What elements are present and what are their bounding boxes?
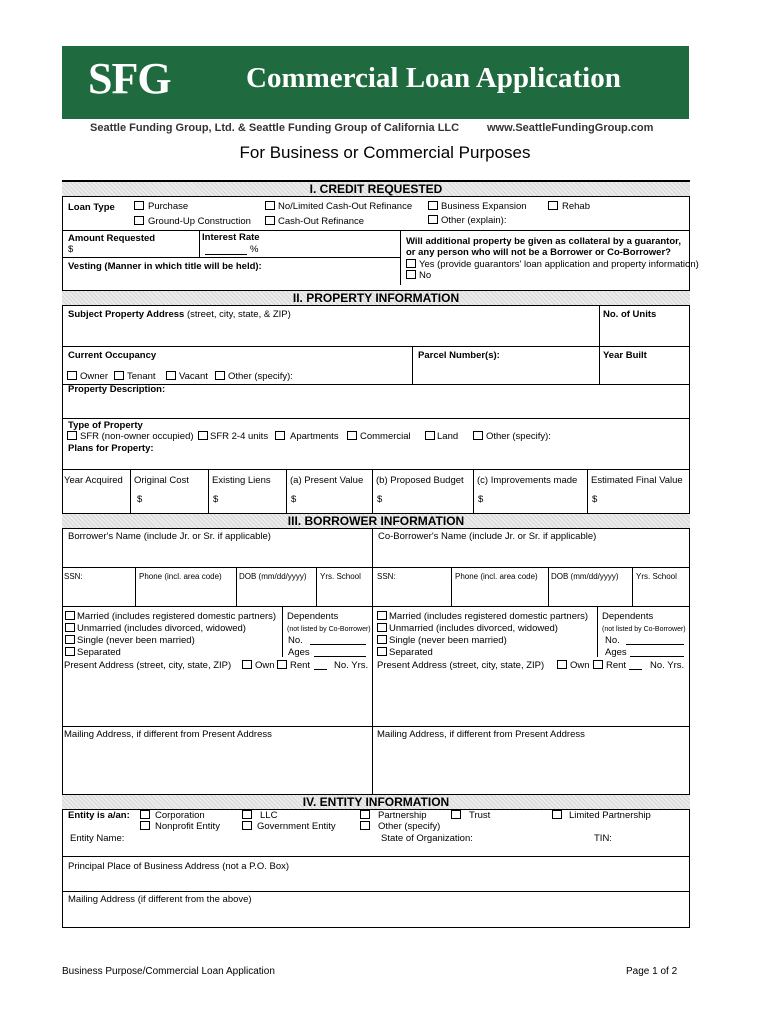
borrower-mailing-label: Mailing Address, if different from Present Address [64, 729, 272, 740]
tin-label: TIN: [594, 833, 612, 844]
entity-partnership-label: Partnership [378, 810, 427, 821]
coborrower-present-address-label: Present Address (street, city, state, ZIP) [377, 660, 545, 671]
col-improvements: (c) Improvements made [477, 475, 578, 486]
footer-form-name: Business Purpose/Commercial Loan Application [62, 966, 275, 977]
company-line: Seattle Funding Group, Ltd. & Seattle Funding Group of California LLC [90, 122, 460, 134]
borrower-dependents-no-label: No. [288, 635, 303, 646]
entity-name-label: Entity Name: [70, 833, 125, 844]
present-value-dollar: $ [291, 494, 297, 505]
occupancy-owner-label: Owner [80, 371, 108, 382]
borrower-phone-label: Phone (incl. area code) [139, 572, 222, 581]
collateral-no-label: No [419, 270, 432, 281]
borrower-unmarried-checkbox[interactable] [65, 623, 75, 632]
entity-nonprofit-checkbox[interactable] [140, 821, 150, 830]
borrower-unmarried-label: Unmarried (includes divorced, widowed) [77, 623, 246, 634]
percent-sign: % [250, 244, 259, 255]
ground-up-checkbox[interactable] [134, 216, 144, 225]
borrower-ages-input[interactable] [314, 656, 366, 657]
type-other-label: Other (specify): [486, 431, 551, 442]
borrower-dependents-no-input[interactable] [310, 644, 366, 645]
coborrower-own-checkbox[interactable] [557, 660, 567, 669]
borrower-single-label: Single (never been married) [77, 635, 195, 646]
coborrower-dependents-no-label: No. [605, 635, 620, 646]
units-label: No. of Units [603, 309, 657, 320]
borrower-rent-checkbox[interactable] [277, 660, 287, 669]
no-limited-cashout-checkbox[interactable] [265, 201, 275, 210]
coborrower-ages-label: Ages [605, 647, 627, 658]
borrower-separated-label: Separated [77, 647, 121, 658]
coborrower-separated-label: Separated [389, 647, 433, 658]
borrower-separated-checkbox[interactable] [65, 647, 75, 656]
type-sfr-non-owner-label: SFR (non-owner occupied) [80, 431, 194, 442]
col-proposed-budget: (b) Proposed Budget [376, 475, 464, 486]
entity-other-checkbox[interactable] [360, 821, 370, 830]
col-original-cost: Original Cost [134, 475, 189, 486]
property-description-label: Property Description: [68, 384, 166, 395]
borrower-not-listed-label: (not listed by Co-Borrower) [287, 626, 371, 633]
coborrower-rent-label: Rent [606, 660, 627, 671]
year-built-label: Year Built [603, 350, 647, 361]
col-final-value: Estimated Final Value [591, 475, 683, 486]
entity-corporation-label: Corporation [155, 810, 205, 821]
entity-trust-label: Trust [469, 810, 491, 821]
borrower-ssn-label: SSN: [64, 572, 83, 581]
coborrower-married-label: Married (includes registered domestic partners) [389, 611, 589, 622]
type-land-label: Land [437, 431, 459, 442]
coborrower-unmarried-label: Unmarried (includes divorced, widowed) [389, 623, 558, 634]
entity-llc-label: LLC [260, 810, 278, 821]
borrower-rent-input[interactable] [314, 669, 327, 670]
coborrower-no-yrs-label: No. Yrs. [650, 660, 685, 671]
borrower-present-address-label: Present Address (street, city, state, ZIP) [64, 660, 232, 671]
coborrower-unmarried-checkbox[interactable] [377, 623, 387, 632]
collateral-no-checkbox[interactable] [406, 270, 416, 279]
occupancy-other-checkbox[interactable] [215, 371, 225, 380]
cashout-refi-label: Cash-Out Refinance [278, 216, 365, 227]
occupancy-tenant-checkbox[interactable] [114, 371, 124, 380]
type-commercial-label: Commercial [360, 431, 411, 442]
coborrower-single-checkbox[interactable] [377, 635, 387, 644]
principal-address-label: Principal Place of Business Address (not a P.O. Box) [68, 861, 290, 872]
no-limited-cashout-label: No/Limited Cash-Out Refinance [278, 201, 413, 212]
occupancy-vacant-checkbox[interactable] [166, 371, 176, 380]
type-apartments-checkbox[interactable] [275, 431, 285, 440]
rehab-label: Rehab [562, 201, 590, 212]
section-borrower-heading: III. BORROWER INFORMATION [62, 513, 690, 529]
coborrower-dob-label: DOB (mm/dd/yyyy) [551, 572, 619, 581]
entity-trust-checkbox[interactable] [451, 810, 461, 819]
ground-up-label: Ground-Up Construction [148, 216, 251, 227]
borrower-no-yrs-label: No. Yrs. [334, 660, 369, 671]
parcel-label: Parcel Number(s): [418, 350, 500, 361]
entity-nonprofit-label: Nonprofit Entity [155, 821, 220, 832]
type-sfr-non-owner-checkbox[interactable] [67, 431, 77, 440]
state-org-label: State of Organization: [381, 833, 473, 844]
coborrower-own-label: Own [570, 660, 590, 671]
amount-requested-label: Amount Requested [68, 233, 156, 244]
footer-page-number: Page 1 of 2 [626, 966, 678, 977]
current-occupancy-label: Current Occupancy [68, 350, 157, 361]
collateral-yes-label: Yes (provide guarantors' loan application and property information) [419, 259, 699, 270]
col-year-acquired: Year Acquired [64, 475, 123, 486]
amount-dollar: $ [68, 244, 74, 255]
coborrower-rent-input[interactable] [629, 669, 642, 670]
borrower-ages-label: Ages [288, 647, 310, 658]
borrower-rent-label: Rent [290, 660, 311, 671]
other-explain-checkbox[interactable] [428, 215, 438, 224]
coborrower-single-label: Single (never been married) [389, 635, 507, 646]
entity-other-label: Other (specify) [378, 821, 441, 832]
business-expansion-label: Business Expansion [441, 201, 527, 212]
entity-limited-partnership-label: Limited Partnership [569, 810, 651, 821]
coborrower-ssn-label: SSN: [377, 572, 396, 581]
borrower-dependents-label: Dependents [287, 611, 339, 622]
page-title: Commercial Loan Application [246, 62, 621, 94]
borrower-single-checkbox[interactable] [65, 635, 75, 644]
subtitle: For Business or Commercial Purposes [239, 143, 531, 162]
entity-llc-checkbox[interactable] [242, 810, 252, 819]
section-credit-heading: I. CREDIT REQUESTED [62, 181, 690, 197]
plans-label: Plans for Property: [68, 443, 154, 454]
existing-liens-dollar: $ [213, 494, 219, 505]
entity-corporation-checkbox[interactable] [140, 810, 150, 819]
section-property-heading: II. PROPERTY INFORMATION [62, 290, 690, 306]
occupancy-tenant-label: Tenant [127, 371, 156, 382]
borrower-own-label: Own [255, 660, 275, 671]
cashout-refi-checkbox[interactable] [265, 216, 275, 225]
occupancy-vacant-label: Vacant [179, 371, 208, 382]
borrower-married-checkbox[interactable] [65, 611, 75, 620]
purchase-checkbox[interactable] [134, 201, 144, 210]
other-explain-label: Other (explain): [441, 215, 507, 226]
type-sfr-2-4-checkbox[interactable] [198, 431, 208, 440]
type-sfr-2-4-label: SFR 2-4 units [210, 431, 269, 442]
original-cost-dollar: $ [137, 494, 143, 505]
coborrower-ages-input[interactable] [630, 656, 684, 657]
improvements-dollar: $ [478, 494, 484, 505]
vesting-label: Vesting (Manner in which title will be held): [68, 261, 262, 272]
entity-government-checkbox[interactable] [242, 821, 252, 830]
borrower-married-label: Married (includes registered domestic partners) [77, 611, 277, 622]
interest-rate-input[interactable] [205, 254, 247, 255]
website-link[interactable]: www.SeattleFundingGroup.com [487, 122, 654, 134]
coborrower-separated-checkbox[interactable] [377, 647, 387, 656]
coborrower-rent-checkbox[interactable] [593, 660, 603, 669]
col-present-value: (a) Present Value [290, 475, 364, 486]
occupancy-owner-checkbox[interactable] [67, 371, 77, 380]
collateral-yes-checkbox[interactable] [406, 259, 416, 268]
subject-address-label: Subject Property Address (street, city, state, & ZIP) [68, 309, 291, 320]
type-of-property-label: Type of Property [68, 420, 143, 431]
coborrower-yrs-school-label: Yrs. School [636, 572, 677, 581]
purchase-label: Purchase [148, 201, 189, 212]
coborrower-phone-label: Phone (incl. area code) [455, 572, 538, 581]
coborrower-name-label: Co-Borrower's Name (include Jr. or Sr. if applicable) [378, 531, 597, 542]
entity-government-label: Government Entity [257, 821, 336, 832]
final-value-dollar: $ [592, 494, 598, 505]
occupancy-other-label: Other (specify): [228, 371, 293, 382]
entity-partnership-checkbox[interactable] [360, 810, 370, 819]
entity-mailing-label: Mailing Address (if different from the above) [68, 894, 252, 905]
borrower-own-checkbox[interactable] [242, 660, 252, 669]
logo: SFG [88, 54, 171, 103]
borrower-yrs-school-label: Yrs. School [320, 572, 361, 581]
coborrower-not-listed-label: (not listed by Co-Borrower) [602, 626, 686, 633]
type-apartments-label: Apartments [290, 431, 339, 442]
rehab-checkbox[interactable] [548, 201, 558, 210]
type-land-checkbox[interactable] [425, 431, 435, 440]
entity-is-label: Entity is a/an: [68, 810, 130, 821]
proposed-budget-dollar: $ [377, 494, 383, 505]
borrower-dob-label: DOB (mm/dd/yyyy) [239, 572, 307, 581]
coborrower-dependents-no-input[interactable] [626, 644, 684, 645]
collateral-question-line1: Will additional property be given as collateral by a guarantor, [406, 236, 681, 247]
type-other-checkbox[interactable] [473, 431, 483, 440]
entity-limited-partnership-checkbox[interactable] [552, 810, 562, 819]
type-commercial-checkbox[interactable] [347, 431, 357, 440]
coborrower-mailing-label: Mailing Address, if different from Present Address [377, 729, 585, 740]
coborrower-dependents-label: Dependents [602, 611, 654, 622]
collateral-question-line2: or any person who will not be a Borrower or Co-Borrower? [406, 247, 671, 258]
borrower-name-label: Borrower's Name (include Jr. or Sr. if applicable) [68, 531, 271, 542]
interest-rate-label: Interest Rate [202, 232, 260, 243]
section-entity-heading: IV. ENTITY INFORMATION [62, 794, 690, 810]
col-existing-liens: Existing Liens [212, 475, 271, 486]
coborrower-married-checkbox[interactable] [377, 611, 387, 620]
business-expansion-checkbox[interactable] [428, 201, 438, 210]
loan-type-label: Loan Type [68, 202, 115, 213]
